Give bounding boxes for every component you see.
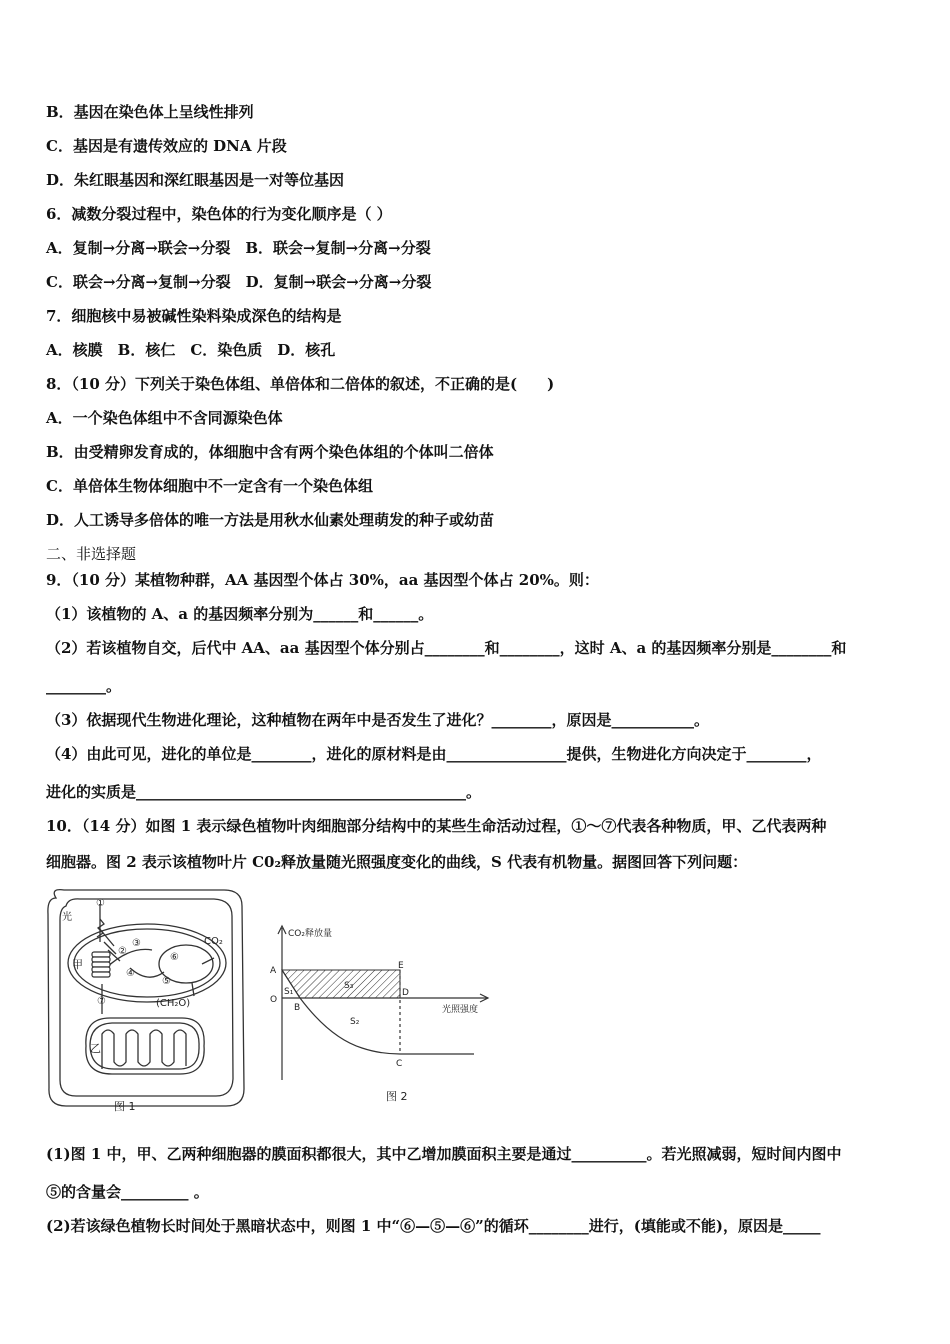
figure-2 xyxy=(262,920,494,1110)
figure-1-caption: 图 1 xyxy=(114,1100,136,1113)
num-7: ⑦ xyxy=(97,996,106,1007)
label-co2: CO₂ xyxy=(204,936,223,947)
q9-part-1: （1）该植物的 A、a 的基因频率分别为______和______。 xyxy=(46,605,434,623)
point-b: B xyxy=(294,1003,301,1013)
point-o: O xyxy=(270,995,278,1005)
label-s1: S₁ xyxy=(284,987,294,997)
q10-part-2: (2)若该绿色植物长时间处于黑暗状态中，则图 1 中“⑥—⑤—⑥”的循环________进行，(填能或不能)，原因是_____ xyxy=(46,1217,821,1235)
label-yi: 乙 xyxy=(90,1042,101,1055)
q8-option-d: D．人工诱导多倍体的唯一方法是用秋水仙素处理萌发的种子或幼苗 xyxy=(46,511,495,529)
section-heading: 二、非选择题 xyxy=(46,545,137,563)
q9-part-3: （3）依据现代生物进化理论，这种植物在两年中是否发生了进化？________，原因是___________。 xyxy=(46,711,709,729)
num-2: ② xyxy=(118,946,127,957)
q10-part-1: (1)图 1 中，甲、乙两种细胞器的膜面积都很大，其中乙增加膜面积主要是通过__________。若光照减弱，短时间内图中 xyxy=(46,1145,842,1163)
q7-options: A．核膜 B．核仁 C．染色质 D．核孔 xyxy=(46,341,336,359)
num-1: ① xyxy=(96,898,105,909)
label-s2: S₂ xyxy=(350,1017,360,1027)
x-axis-label: 光照强度 xyxy=(442,1005,479,1015)
label-s3: S₃ xyxy=(344,981,354,991)
question-6: 6．减数分裂过程中，染色体的行为变化顺序是（ ） xyxy=(46,205,392,223)
q9-part-4-cont: 进化的实质是____________________________________________。 xyxy=(46,783,482,801)
figure-2-caption: 图 2 xyxy=(386,1090,408,1103)
question-10: 10．（14 分）如图 1 表示绿色植物叶肉细胞部分结构中的某些生命活动过程，①～⑦代表各种物质，甲、乙代表两种 xyxy=(46,817,827,835)
num-6: ⑥ xyxy=(170,952,179,963)
point-c: C xyxy=(396,1059,403,1069)
option-d: D．朱红眼基因和深红眼基因是一对等位基因 xyxy=(46,171,345,189)
q6-options-ab: A．复制→分离→联会→分裂 B．联会→复制→分离→分裂 xyxy=(46,239,431,257)
question-7: 7．细胞核中易被碱性染料染成深色的结构是 xyxy=(46,307,342,325)
question-8: 8．（10 分）下列关于染色体组、单倍体和二倍体的叙述，不正确的是( ) xyxy=(46,375,555,393)
q8-option-a: A．一个染色体组中不含同源染色体 xyxy=(46,409,283,427)
q6-options-cd: C．联会→分离→复制→分裂 D．复制→联会→分离→分裂 xyxy=(46,273,432,291)
q8-option-c: C．单倍体生物体细胞中不一定含有一个染色体组 xyxy=(46,477,373,495)
q9-part-4: （4）由此可见，进化的单位是________，进化的原材料是由________________提供，生物进化方向决定于________， xyxy=(46,745,822,763)
y-axis-label: CO₂释放量 xyxy=(288,929,332,939)
option-b: B．基因在染色体上呈线性排列 xyxy=(46,103,254,121)
label-jia: 甲 xyxy=(72,958,83,971)
option-c: C．基因是有遗传效应的 DNA 片段 xyxy=(46,137,287,155)
point-a: A xyxy=(270,966,277,976)
label-ch2o: (CH₂O) xyxy=(156,998,191,1009)
question-10-cont: 细胞器。图 2 表示该植物叶片 C0₂释放量随光照强度变化的曲线，S 代表有机物量。据图回答下列问题： xyxy=(46,853,748,871)
q9-part-2-cont: ________。 xyxy=(46,677,122,695)
q9-part-2: （2）若该植物自交，后代中 AA、aa 基因型个体分别占________和________，这时 A、a 的基因频率分别是________和 xyxy=(46,639,847,657)
num-3: ③ xyxy=(132,938,141,949)
region-s3 xyxy=(282,970,400,998)
num-4: ④ xyxy=(126,968,135,979)
label-light: 光 xyxy=(62,912,72,923)
q10-part-1-cont: ⑤的含量会_________ 。 xyxy=(46,1183,209,1201)
figure-1 xyxy=(44,884,254,1116)
point-e: E xyxy=(398,961,404,971)
point-d: D xyxy=(402,988,409,998)
num-5: ⑤ xyxy=(162,976,171,987)
q8-option-b: B．由受精卵发育成的，体细胞中含有两个染色体组的个体叫二倍体 xyxy=(46,443,494,461)
question-9: 9．（10 分）某植物种群，AA 基因型个体占 30%，aa 基因型个体占 20%。则： xyxy=(46,571,599,589)
